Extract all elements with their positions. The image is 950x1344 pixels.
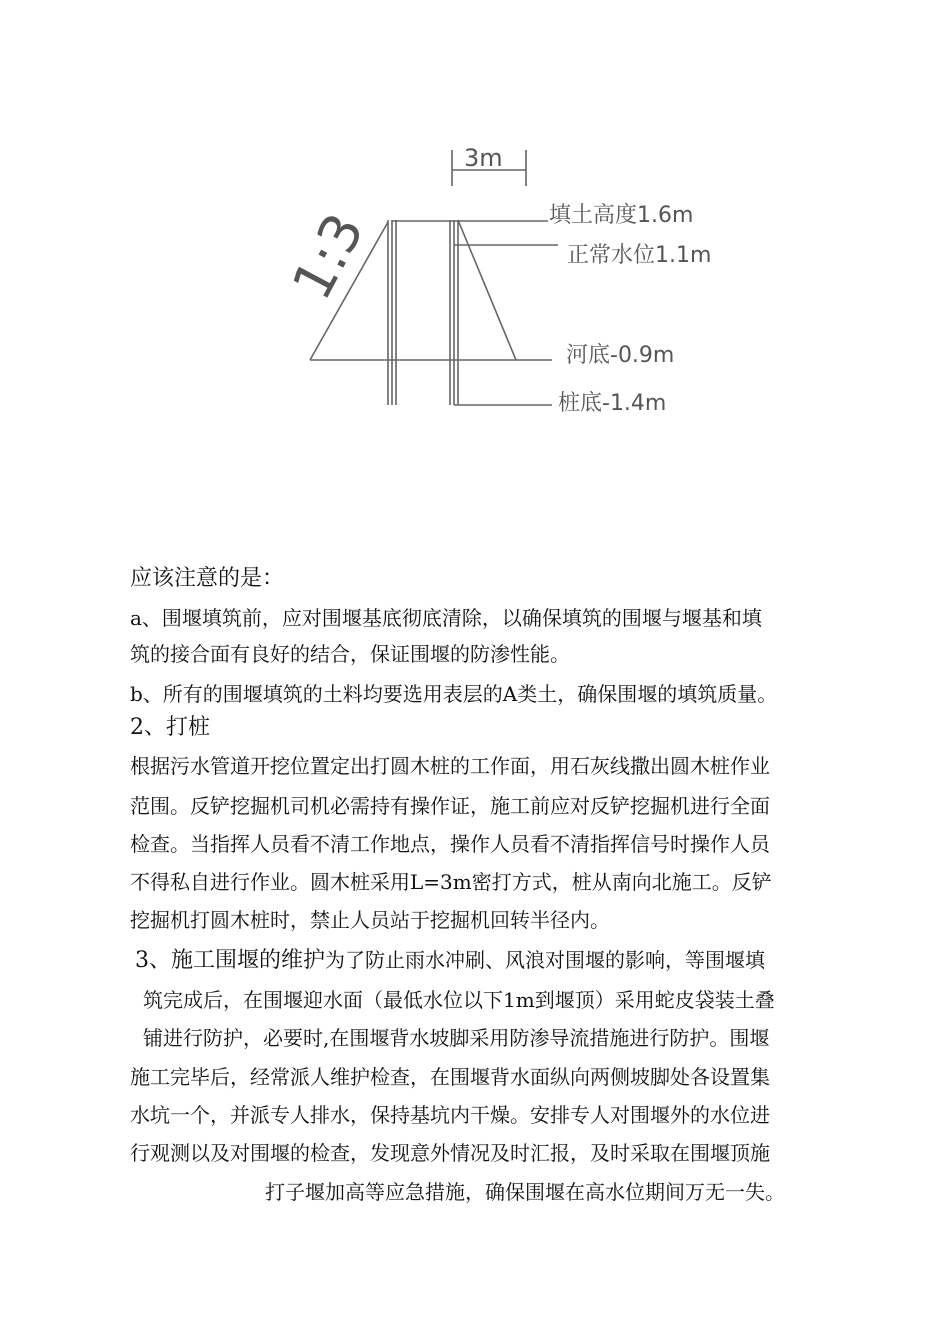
section-2-line-1: 根据污水管道开挖位置定出打圆木桩的工作面，用石灰线撒出圆木桩作业 (130, 754, 770, 778)
section-3-line-3: 铺进行防护，必要时,在围堰背水坡脚采用防渗导流措施进行防护。围堰 (143, 1026, 770, 1050)
notes-heading: 应该注意的是： (130, 566, 285, 591)
section-3-line-6: 行观测以及对围堰的检查，发现意外情况及时汇报，及时采取在围堰顶施 (130, 1141, 770, 1165)
slope-ratio-label: 1:3 (279, 203, 377, 310)
level-label-river-bed: 河底-0.9m (566, 343, 675, 368)
section-2-title: 2、打桩 (130, 715, 210, 740)
section-3-line-5: 水坑一个，并派专人排水，保持基坑内干燥。安排专人对围堰外的水位进 (130, 1103, 770, 1127)
cofferdam-section-figure (0, 0, 950, 440)
section-3-line-2: 筑完成后，在围堰迎水面（最低水位以下1m到堰顶）采用蛇皮袋装土叠 (143, 988, 775, 1012)
section-2-line-3: 检查。当指挥人员看不清工作地点，操作人员看不清指挥信号时操作人员 (130, 832, 770, 856)
level-label-pile-bottom: 桩底-1.4m (558, 391, 667, 416)
section-2-line-2: 范围。反铲挖掘机司机必需持有操作证，施工前应对反铲挖掘机进行全面 (130, 794, 770, 818)
note-a-line-2: 筑的接合面有良好的结合，保证围堰的防渗性能。 (130, 642, 570, 666)
section-2-line-5: 挖掘机打圆木桩时，禁止人员站于挖掘机回转半径内。 (130, 908, 610, 932)
level-label-fill-height: 填土高度1.6m (549, 203, 694, 228)
section-3-line-4: 施工完毕后，经常派人维护检查，在围堰背水面纵向两侧坡脚处各设置集 (130, 1065, 770, 1089)
section-3-first-line (135, 944, 765, 977)
note-a-line-1: a、围堰填筑前，应对围堰基底彻底清除，以确保填筑的围堰与堰基和填 (130, 606, 762, 630)
section-2-line-4: 不得私自进行作业。圆木桩采用L=3m密打方式，桩从南向北施工。反铲 (130, 870, 772, 894)
section-3-first-line-rest: 为了防止雨水冲刷、风浪对围堰的影响，等围堰填 (325, 948, 765, 972)
embankment-right-slope (458, 220, 516, 360)
section-3-title: 3、施工围堰的维护 (135, 948, 325, 973)
level-label-water-level: 正常水位1.1m (567, 243, 712, 268)
section-3-line-7: 打子堰加高等应急措施，确保围堰在高水位期间万无一失。 (265, 1180, 785, 1204)
width-dimension-label: 3m (464, 144, 503, 172)
note-b-line-1: b、所有的围堰填筑的土料均要选用表层的A类土，确保围堰的填筑质量。 (130, 682, 778, 706)
